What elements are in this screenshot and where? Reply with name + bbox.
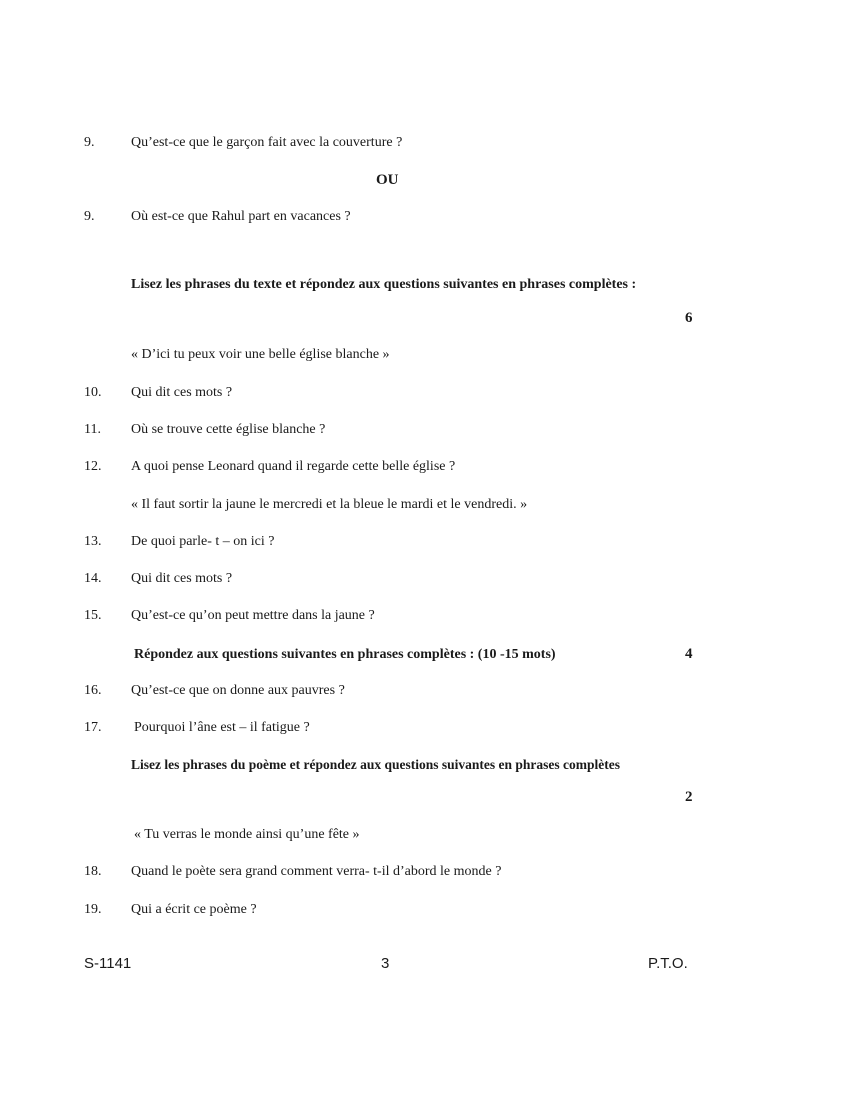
section-marks: 4 xyxy=(685,646,693,662)
quoted-passage: « D’ici tu peux voir une belle église blanche » xyxy=(131,347,390,362)
question-number: 13. xyxy=(84,534,102,549)
question-number: 10. xyxy=(84,385,102,400)
question-text: A quoi pense Leonard quand il regarde cette belle église ? xyxy=(131,459,456,474)
question-number: 17. xyxy=(84,720,102,735)
question-number: 14. xyxy=(84,571,102,586)
question-text: Qu’est-ce que on donne aux pauvres ? xyxy=(131,683,345,698)
section-instruction: Lisez les phrases du poème et répondez aux questions suivantes en phrases complètes xyxy=(131,757,621,772)
question-text: Qu’est-ce qu’on peut mettre dans la jaune ? xyxy=(131,608,375,623)
question-text: Qui dit ces mots ? xyxy=(131,385,233,400)
question-text: De quoi parle- t – on ici ? xyxy=(131,534,275,549)
question-number: 9. xyxy=(84,209,95,224)
question-text: Où se trouve cette église blanche ? xyxy=(131,422,326,437)
question-number: 16. xyxy=(84,683,102,698)
paper-code: S-1141 xyxy=(84,955,132,972)
section-marks: 2 xyxy=(685,789,693,805)
question-number: 9. xyxy=(84,135,95,150)
or-label: OU xyxy=(376,172,399,188)
question-number: 15. xyxy=(84,608,102,623)
question-number: 18. xyxy=(84,864,102,879)
question-text: Pourquoi l’âne est – il fatigue ? xyxy=(134,720,310,735)
quoted-passage: « Il faut sortir la jaune le mercredi et la bleue le mardi et le vendredi. » xyxy=(131,497,528,512)
pto-label: P.T.O. xyxy=(648,955,688,972)
section-marks: 6 xyxy=(685,310,693,326)
section-instruction: Répondez aux questions suivantes en phrases complètes : (10 -15 mots) xyxy=(134,647,556,662)
question-number: 12. xyxy=(84,459,102,474)
question-text: Quand le poète sera grand comment verra- t-il d’abord le monde ? xyxy=(131,864,502,879)
question-text: Qu’est-ce que le garçon fait avec la couverture ? xyxy=(131,135,403,150)
question-text: Qui dit ces mots ? xyxy=(131,571,233,586)
question-number: 11. xyxy=(84,422,101,437)
question-number: 19. xyxy=(84,902,102,917)
page-number: 3 xyxy=(381,955,390,972)
question-text: Qui a écrit ce poème ? xyxy=(131,902,257,917)
question-text: Où est-ce que Rahul part en vacances ? xyxy=(131,209,351,224)
section-instruction: Lisez les phrases du texte et répondez aux questions suivantes en phrases complètes : xyxy=(131,277,637,292)
quoted-passage: « Tu verras le monde ainsi qu’une fête » xyxy=(134,827,360,842)
